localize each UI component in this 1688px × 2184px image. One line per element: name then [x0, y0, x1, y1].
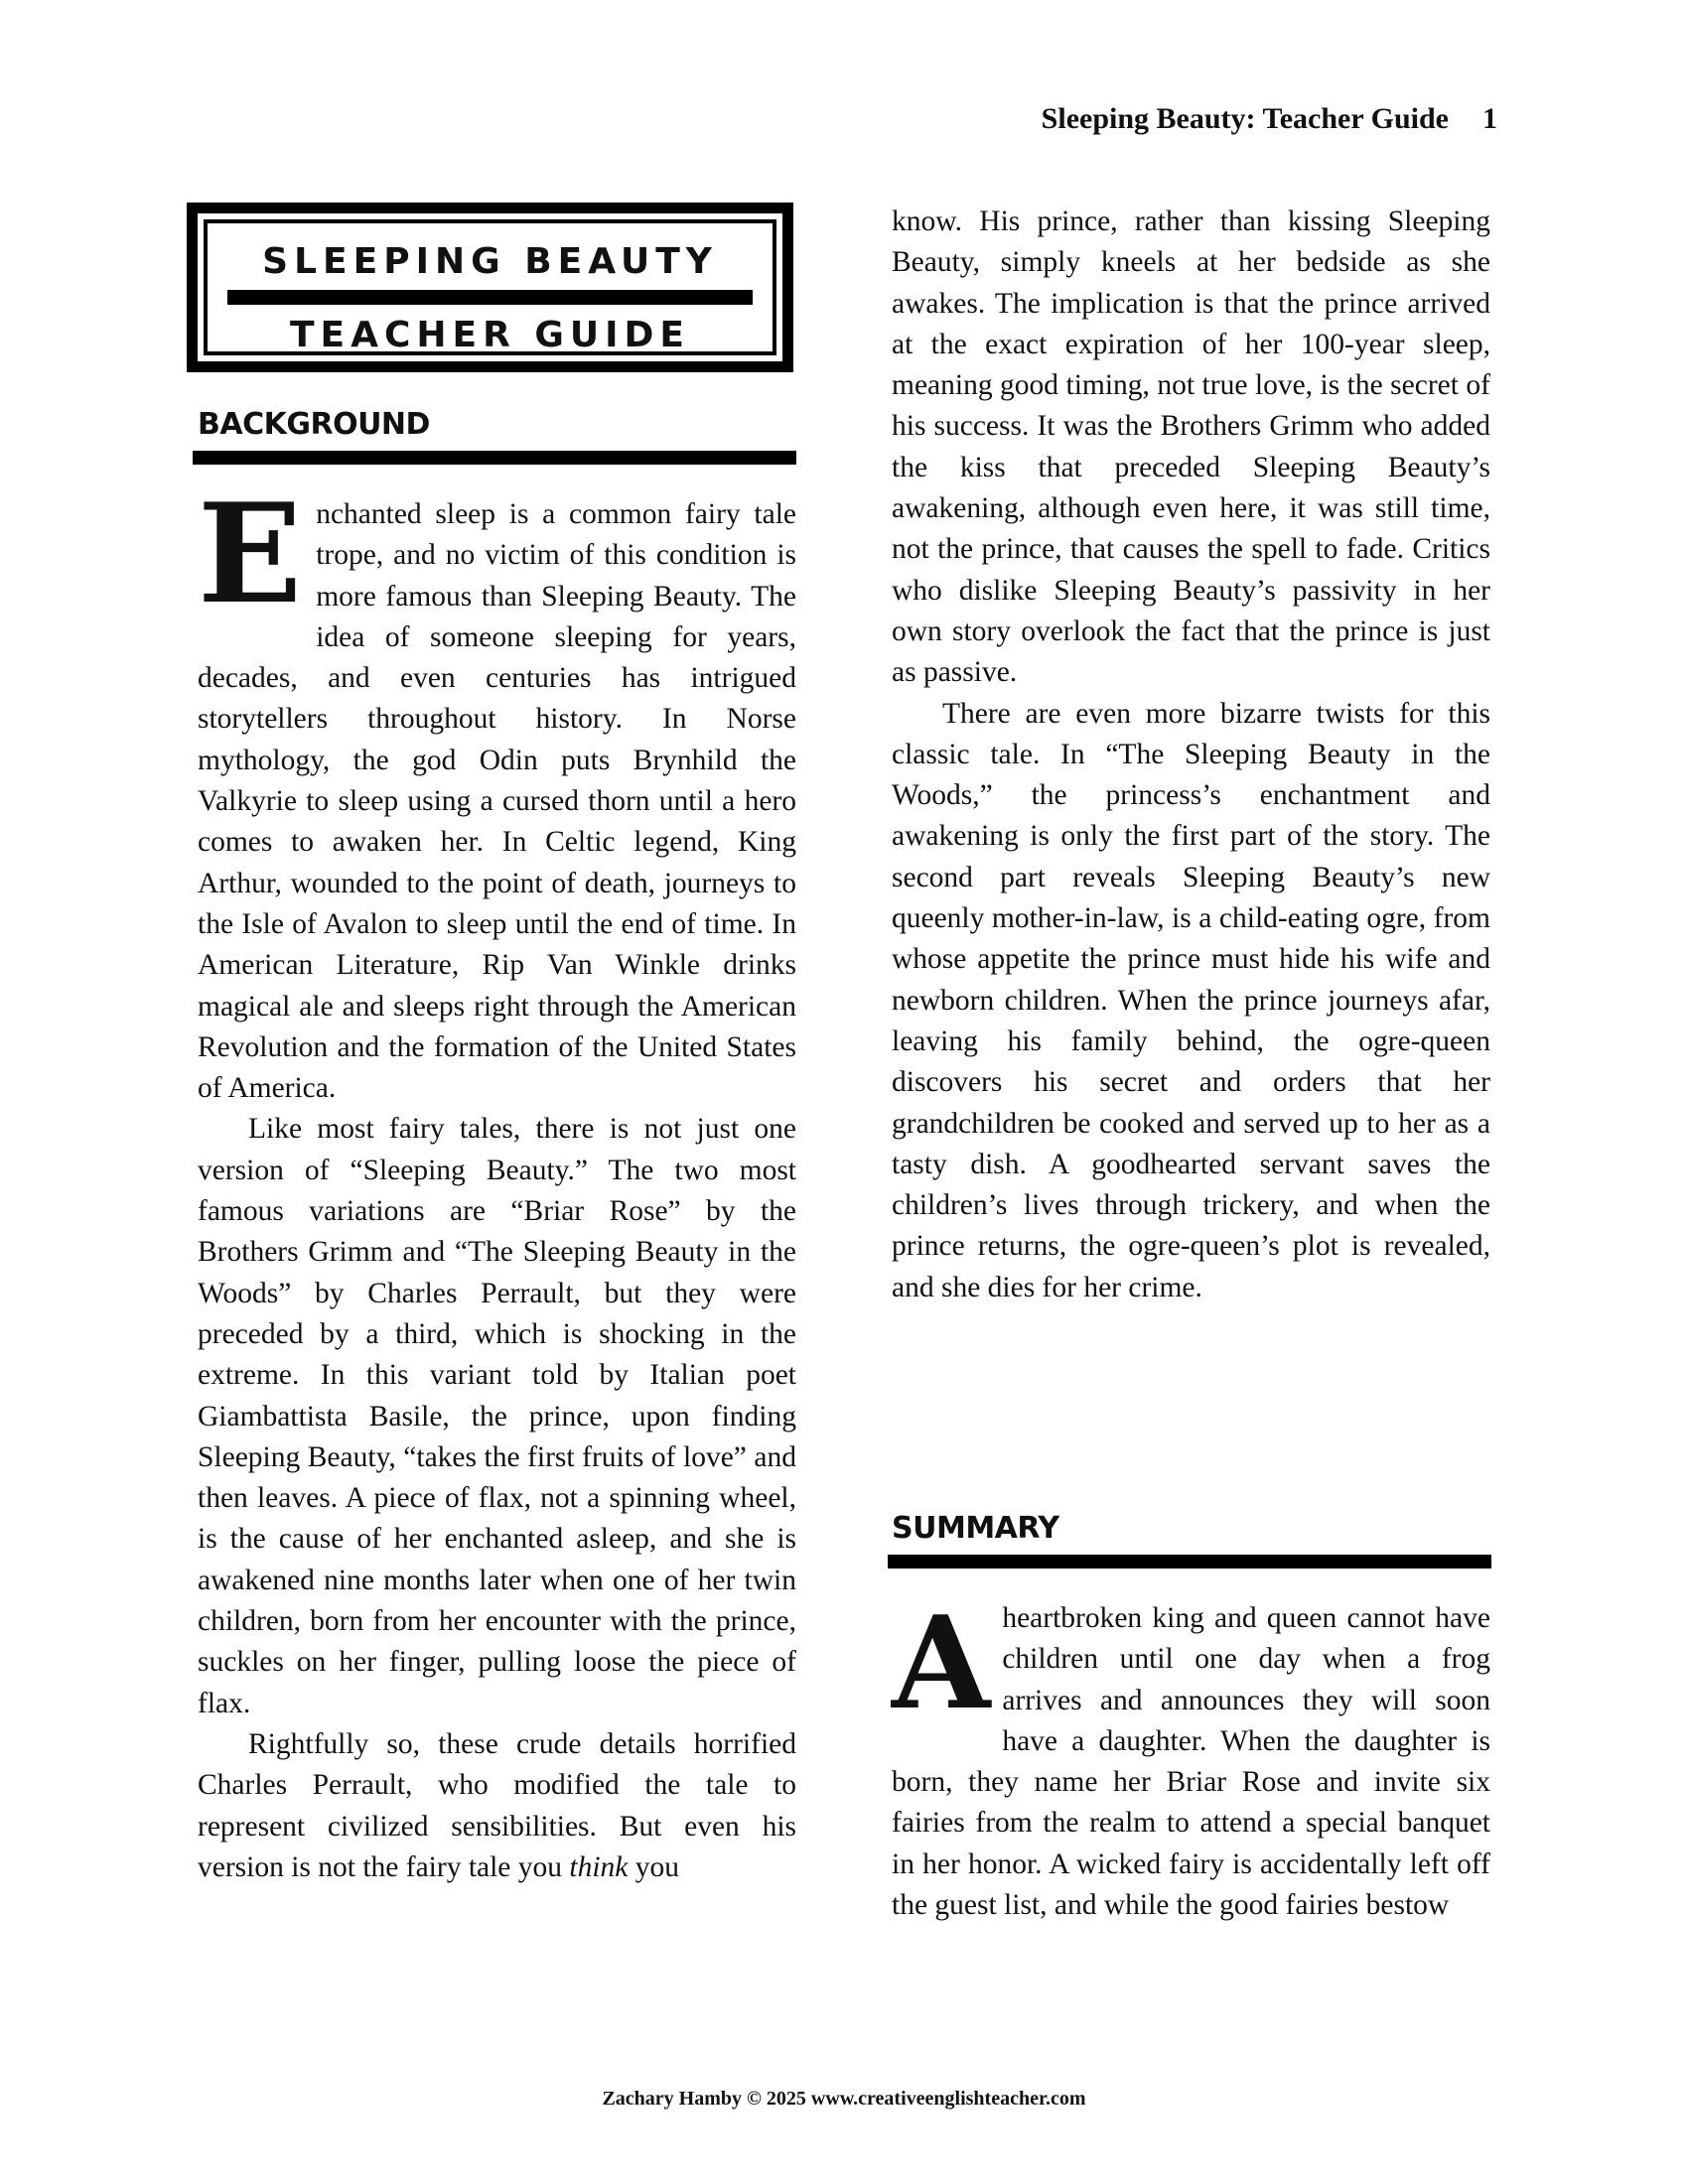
drop-cap-e: E [198, 473, 303, 634]
right-column [892, 202, 1490, 1308]
title-line-1: SLEEPING BEAUTY [262, 241, 718, 282]
page-number: 1 [1482, 102, 1497, 135]
summary-column [892, 1589, 1490, 1926]
emphasis-think: think [569, 1850, 629, 1883]
running-title: Sleeping Beauty: Teacher Guide [1041, 102, 1449, 135]
running-header [1042, 102, 1497, 136]
drop-cap-a: A [892, 1589, 991, 1738]
background-paragraph-4: There are even more bizarre twists for this classic tale. In “The Sleeping Beauty in the Woods,” the princess’s enchantment and awakening is only the first part of the story. The second part reveals Sleeping Beauty’s new queenly mother-in-law, is a child-eating ogre, from whose appetite the prince must hide his wife and newborn children. When the prince journeys afar, leaving his family behind, the ogre-queen discovers his secret and orders that her grandchildren be cooked and served up to her as a tasty dish. A goodhearted servant saves the children’s lives through trickery, and when the prince returns, the ogre-queen’s plot is revealed, and she dies for her crime. [892, 697, 1490, 1303]
footer-copyright: Zachary Hamby © 2025 www.creativeenglishteacher.com [602, 2088, 1086, 2110]
title-line-2: TEACHER GUIDE [289, 315, 691, 355]
left-column [198, 473, 796, 1888]
background-paragraph-3-continued: know. His prince, rather than kissing Sleeping Beauty, simply kneels at her bedside as she awakes. The implication is that the prince arrived at the exact expiration of her 100-year sleep, meaning good timing, not true love, is the secret of his success. It was the Brothers Grimm who added the kiss that preceded Sleeping Beauty’s awakening, although even here, it was still time, not the prince, that causes the spell to fade. Critics who dislike Sleeping Beauty’s passivity in her own story overlook the fact that the prince is just as passive. [892, 205, 1490, 689]
title-box-inner-frame [204, 219, 776, 355]
background-paragraph-1: Enchanted sleep is a common fairy tale trope, and no victim of this condition is more famous than Sleeping Beauty. The idea of someone sleeping for years, decades, and even centuries has intrigued storytellers throughout history. In Norse mythology, the god Odin puts Brynhild the Valkyrie to sleep using a cursed thorn until a hero comes to awaken her. In Celtic legend, King Arthur, wounded to the point of death, journeys to the Isle of Avalon to sleep until the end of time. In American Literature, Rip Van Winkle drinks magical ale and sleeps right through the American Revolution and the formation of the United States of America. [198, 473, 796, 1105]
title-box [187, 203, 793, 372]
summary-paragraph-1: A heartbroken king and queen cannot have children until one day when a frog arrives and announces they will soon have a daughter. When the daughter is born, they name her Briar Rose and invite six fairies from the realm to attend a special banquet in her honor. A wicked fairy is accidentally left off the guest list, and while the good fairies bestow [892, 1589, 1490, 1922]
title-divider [227, 290, 753, 305]
background-heading: BACKGROUND [198, 407, 430, 442]
background-paragraph-2: Like most fairy tales, there is not just one version of “Sleeping Beauty.” The two most famous variations are “Briar Rose” by the Brothers Grimm and “The Sleeping Beauty in the Woods” by Charles Perrault, but they were preceded by a third, which is shocking in the extreme. In this variant told by Italian poet Giambattista Basile, the prince, upon finding Sleeping Beauty, “takes the first fruits of love” and then leaves. A piece of flax, not a spinning wheel, is the cause of her enchanted asleep, and she is awakened nine months later when one of her twin children, born from her encounter with the prince, suckles on her finger, pulling loose the piece of flax. [198, 1113, 796, 1719]
background-heading-rule [193, 451, 796, 465]
summary-heading: SUMMARY [892, 1511, 1059, 1546]
background-paragraph-3: Rightfully so, these crude details horrified Charles Perrault, who modified the tale to represent civilized sensibilities. But even his version is not the fairy tale you think you [198, 1727, 796, 1883]
summary-heading-rule [888, 1555, 1491, 1569]
